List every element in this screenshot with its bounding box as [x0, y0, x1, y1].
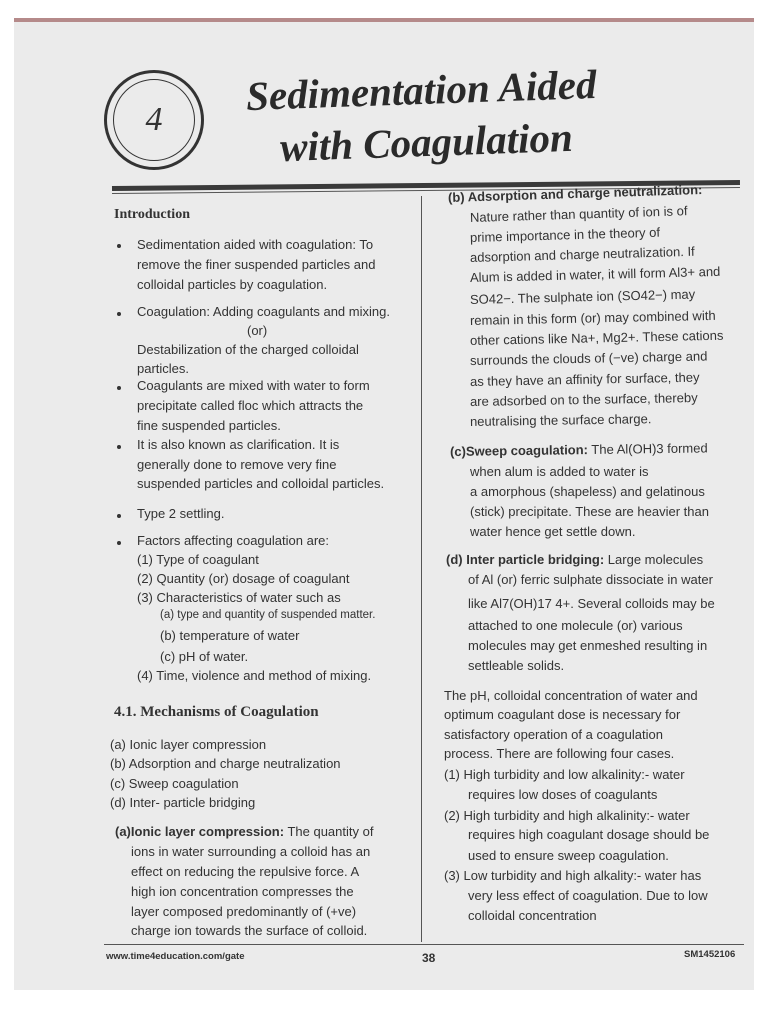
text-line: optimum coagulant dose is necessary for	[444, 707, 681, 722]
text-line: effect on reducing the repulsive force. A	[131, 864, 360, 879]
chapter-title-line1: Sedimentation Aided	[245, 60, 598, 120]
text-line: very less effect of coagulation. Due to low	[468, 888, 708, 903]
bullet	[117, 541, 121, 545]
mechanism-item: (b) Adsorption and charge neutralization	[110, 756, 341, 771]
text-line: satisfactory operation of a coagulation	[444, 727, 663, 742]
text-line: suspended particles and colloidal particles.	[137, 476, 385, 491]
sweep-first: The Al(OH)3 formed	[591, 440, 708, 458]
mechanism-item: (c) Sweep coagulation	[110, 776, 239, 791]
text-line: (c) pH of water.	[160, 649, 249, 664]
mechanism-item: (a) Ionic layer compression	[110, 737, 267, 752]
text-line: of Al (or) ferric sulphate dissociate in water	[468, 572, 713, 587]
text-line: (b) temperature of water	[160, 628, 300, 643]
text-line: SO42−. The sulphate ion (SO42−) may	[469, 286, 696, 307]
bridging-first-line	[446, 552, 703, 567]
page-number: 38	[422, 951, 436, 965]
case-item: (1) High turbidity and low alkalinity:- water	[444, 767, 685, 782]
text-line: process. There are following four cases.	[444, 746, 675, 761]
bullet	[117, 244, 121, 248]
case-item: (3) Low turbidity and high alkality:- water has	[444, 868, 702, 883]
sweep-label: (c)Sweep coagulation:	[449, 442, 589, 459]
footer-rule	[104, 944, 744, 945]
section-heading: 4.1. Mechanisms of Coagulation	[114, 704, 319, 720]
adsorption-label: (b) Adsorption and charge neutralization:	[447, 182, 703, 205]
text-line: Nature rather than quantity of ion is of	[469, 203, 688, 225]
ionic-compression-first: The quantity of	[287, 824, 374, 839]
chapter-title-line2: with Coagulation	[279, 113, 574, 171]
text-line: (4) Time, violence and method of mixing.	[137, 668, 372, 683]
text-line: generally done to remove very fine	[137, 457, 337, 472]
ionic-compression-label: (a)Ionic layer compression:	[115, 824, 285, 839]
bullet	[117, 445, 121, 449]
text-line: layer composed predominantly of (+ve)	[131, 904, 357, 919]
text-line: like Al7(OH)17 4+. Several colloids may be	[468, 596, 715, 611]
text-line: used to ensure sweep coagulation.	[468, 848, 669, 863]
text-line: ions in water surrounding a colloid has an	[131, 844, 371, 859]
text-line: charge ion towards the surface of colloid.	[131, 923, 368, 938]
text-line: Factors affecting coagulation are:	[137, 533, 329, 548]
text-line: water hence get settle down.	[470, 524, 636, 539]
intro-heading: Introduction	[114, 207, 190, 222]
bullet	[117, 514, 121, 518]
text-line: adsorption and charge neutralization. If	[469, 243, 695, 265]
text-line: surrounds the clouds of (−ve) charge and	[469, 348, 708, 368]
bridging-label: (d) Inter particle bridging:	[446, 552, 605, 567]
text-line: (a) type and quantity of suspended matter.	[160, 609, 376, 621]
text-line: high ion concentration compresses the	[131, 884, 354, 899]
text-line: Type 2 settling.	[137, 506, 225, 521]
text-line: Sedimentation aided with coagulation: To	[137, 237, 374, 252]
bullet	[117, 386, 121, 390]
text-line: (1) Type of coagulant	[137, 552, 259, 567]
bridging-first: Large molecules	[607, 552, 704, 567]
footer-url: www.time4education.com/gate	[106, 951, 245, 962]
text-line: It is also known as clarification. It is	[137, 437, 340, 452]
case-item: (2) High turbidity and high alkalinity:- water	[444, 808, 690, 823]
text-line: colloidal concentration	[468, 908, 597, 923]
text-line: are adsorbed on to the surface, thereby	[469, 390, 698, 409]
text-line: as they have an affinity for surface, they	[469, 369, 700, 389]
text-line: (2) Quantity (or) dosage of coagulant	[137, 571, 350, 586]
text-line: molecules may get enmeshed resulting in	[468, 638, 708, 653]
chapter-number-badge	[104, 70, 204, 170]
mechanism-item: (d) Inter- particle bridging	[110, 795, 256, 810]
text-line: precipitate called floc which attracts the	[137, 398, 364, 413]
ionic-compression-first-line	[115, 824, 373, 839]
text-line: remove the finer suspended particles and	[137, 257, 376, 272]
text-line: Coagulation: Adding coagulants and mixing.	[137, 304, 390, 319]
chapter-number: 4	[113, 79, 195, 161]
text-line: when alum is added to water is	[470, 464, 649, 479]
text-line: Coagulants are mixed with water to form	[137, 378, 370, 393]
text-line: attached to one molecule (or) various	[468, 618, 683, 633]
bullet	[117, 312, 121, 316]
text-line: particles.	[137, 361, 190, 376]
text-line: Destabilization of the charged colloidal	[137, 342, 359, 357]
text-line: (stick) precipitate. These are heavier than	[470, 504, 709, 519]
text-line: colloidal particles by coagulation.	[137, 277, 328, 292]
text-line: Alum is added in water, it will form Al3+ and	[469, 263, 721, 285]
column-divider	[421, 196, 422, 942]
text-line: neutralising the surface charge.	[469, 411, 652, 429]
text-line: (or)	[247, 323, 268, 338]
text-line: requires low doses of coagulants	[468, 787, 658, 802]
text-line: other cations like Na+, Mg2+. These cations	[469, 327, 724, 348]
text-line: requires high coagulant dosage should be	[468, 827, 710, 842]
footer-code: SM1452106	[684, 949, 736, 960]
text-line: remain in this form (or) may combined with	[469, 307, 716, 328]
text-line: fine suspended particles.	[137, 418, 281, 433]
text-line: a amorphous (shapeless) and gelatinous	[470, 484, 705, 499]
text-line: prime importance in the theory of	[469, 224, 661, 245]
text-line: (3) Characteristics of water such as	[137, 590, 341, 605]
text-line: The pH, colloidal concentration of water and	[444, 688, 698, 703]
text-line: settleable solids.	[468, 658, 565, 673]
